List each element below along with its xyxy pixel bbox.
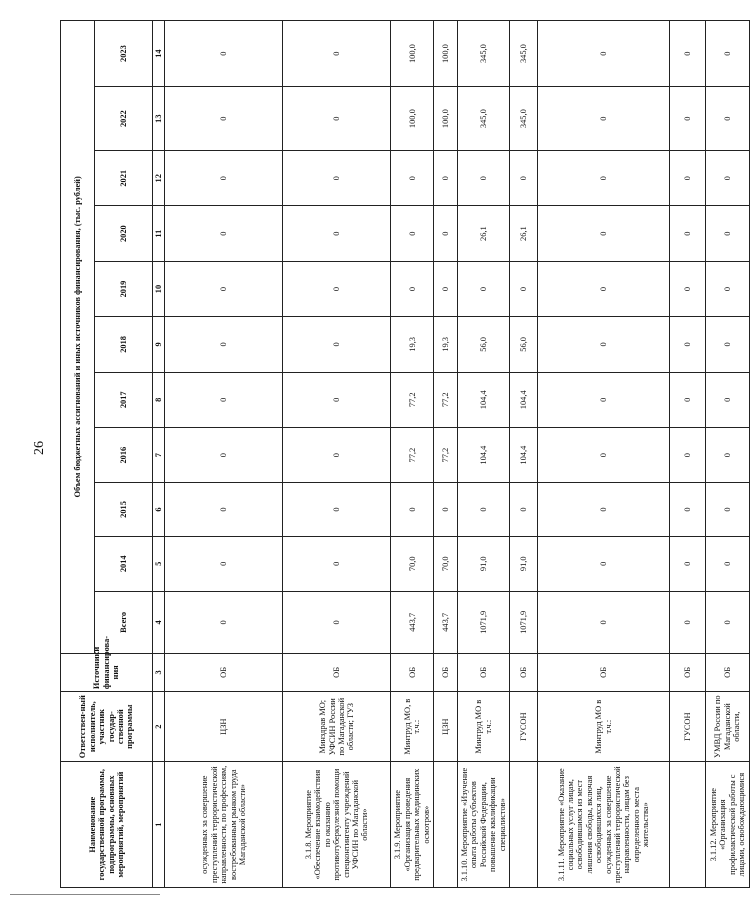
cell-value: 0 — [706, 87, 750, 151]
cell-value: 0 — [458, 483, 510, 536]
cell-name — [670, 762, 706, 888]
cell-value: 0 — [670, 483, 706, 536]
col-number: 9 — [153, 317, 165, 372]
header-year: 2020 — [95, 206, 153, 261]
table-row — [510, 21, 538, 888]
cell-value: 19,3 — [434, 317, 458, 372]
cell-value: 0 — [706, 261, 750, 316]
cell-responsible: ЦЗН — [165, 692, 283, 762]
cell-value: 26,1 — [510, 206, 538, 261]
cell-value: 0 — [670, 591, 706, 653]
cell-source: ОБ — [458, 653, 510, 691]
cell-name: осужденных за совершение преступлений террористической направленности, по профессиям, востребованным рынком труда Магаданской области» — [165, 762, 283, 888]
cell-value: 0 — [706, 591, 750, 653]
cell-value: 56,0 — [510, 317, 538, 372]
cell-value: 0 — [283, 372, 391, 427]
cell-responsible: ГУСОН — [670, 692, 706, 762]
cell-value: 0 — [434, 483, 458, 536]
cell-value: 1071,9 — [510, 591, 538, 653]
cell-value: 0 — [434, 151, 458, 206]
cell-responsible: Минтруд МО в т.ч.: — [538, 692, 670, 762]
cell-responsible: Минздрав МО; УФСИН России по Магаданской области; ГУЗ — [283, 692, 391, 762]
cell-value: 0 — [165, 317, 283, 372]
table-row — [434, 21, 458, 888]
cell-responsible: УМВД России по Магаданской области, — [706, 692, 750, 762]
cell-value: 0 — [165, 536, 283, 591]
table-row — [458, 21, 510, 888]
cell-value: 0 — [706, 427, 750, 482]
header-year: 2023 — [95, 21, 153, 87]
cell-value: 0 — [434, 206, 458, 261]
col-number: 2 — [153, 692, 165, 762]
table-row — [165, 21, 283, 888]
header-year: 2021 — [95, 151, 153, 206]
col-number: 7 — [153, 427, 165, 482]
cell-value: 0 — [165, 206, 283, 261]
cell-value: 0 — [458, 261, 510, 316]
cell-value: 0 — [165, 591, 283, 653]
cell-value: 77,2 — [434, 427, 458, 482]
cell-value: 345,0 — [510, 21, 538, 87]
cell-value: 56,0 — [458, 317, 510, 372]
cell-value: 26,1 — [458, 206, 510, 261]
cell-name: 3.1.10. Мероприятие «Изучение опыта работы субъектов Российской Федерации, повышение квалификации специалистов» — [458, 762, 510, 888]
col-number: 5 — [153, 536, 165, 591]
cell-value: 100,0 — [391, 21, 434, 87]
cell-value: 0 — [670, 427, 706, 482]
cell-value: 345,0 — [458, 21, 510, 87]
cell-value: 0 — [538, 261, 670, 316]
cell-value: 0 — [165, 21, 283, 87]
cell-value: 77,2 — [391, 427, 434, 482]
cell-source: ОБ — [165, 653, 283, 691]
cell-value: 0 — [706, 536, 750, 591]
cell-value: 0 — [165, 151, 283, 206]
header-year: 2019 — [95, 261, 153, 316]
footer-rule — [10, 894, 160, 895]
header-year: 2022 — [95, 87, 153, 151]
cell-value: 0 — [510, 151, 538, 206]
cell-value: 0 — [391, 483, 434, 536]
cell-value: 0 — [283, 206, 391, 261]
cell-value: 91,0 — [458, 536, 510, 591]
header-year: 2016 — [95, 427, 153, 482]
cell-value: 0 — [283, 261, 391, 316]
header-row-1 — [61, 21, 95, 888]
cell-value: 70,0 — [391, 536, 434, 591]
cell-value: 19,3 — [391, 317, 434, 372]
cell-value: 0 — [706, 483, 750, 536]
page-number: 26 — [32, 441, 47, 455]
cell-name — [510, 762, 538, 888]
cell-value: 0 — [391, 151, 434, 206]
header-year: 2018 — [95, 317, 153, 372]
cell-source: ОБ — [670, 653, 706, 691]
cell-source: ОБ — [434, 653, 458, 691]
cell-source: ОБ — [283, 653, 391, 691]
table-row — [538, 21, 670, 888]
header-total: Всего — [95, 591, 153, 653]
cell-value: 0 — [538, 151, 670, 206]
cell-value: 0 — [706, 317, 750, 372]
cell-value: 1071,9 — [458, 591, 510, 653]
cell-value: 0 — [165, 427, 283, 482]
cell-value: 0 — [670, 372, 706, 427]
col-number: 4 — [153, 591, 165, 653]
header-year: 2015 — [95, 483, 153, 536]
cell-value: 0 — [434, 261, 458, 316]
col-number: 13 — [153, 87, 165, 151]
col-number: 10 — [153, 261, 165, 316]
cell-value: 0 — [391, 206, 434, 261]
cell-value: 0 — [283, 21, 391, 87]
table-row — [283, 21, 391, 888]
cell-value: 443,7 — [391, 591, 434, 653]
cell-value: 100,0 — [434, 21, 458, 87]
cell-value: 104,4 — [458, 427, 510, 482]
cell-value: 104,4 — [510, 427, 538, 482]
table-body — [165, 21, 750, 888]
col-number: 11 — [153, 206, 165, 261]
cell-value: 77,2 — [391, 372, 434, 427]
cell-value: 0 — [670, 536, 706, 591]
cell-responsible: Минтруд МО в т.ч.: — [458, 692, 510, 762]
cell-value: 0 — [283, 87, 391, 151]
cell-value: 0 — [458, 151, 510, 206]
cell-source: ОБ — [510, 653, 538, 691]
cell-value: 0 — [538, 483, 670, 536]
cell-value: 0 — [706, 21, 750, 87]
cell-value: 70,0 — [434, 536, 458, 591]
table-row — [670, 21, 706, 888]
cell-source: ОБ — [706, 653, 750, 691]
cell-value: 0 — [538, 427, 670, 482]
cell-responsible: ЦЗН — [434, 692, 458, 762]
cell-value: 0 — [670, 317, 706, 372]
cell-value: 0 — [670, 87, 706, 151]
cell-value: 0 — [670, 151, 706, 206]
cell-value: 0 — [283, 427, 391, 482]
cell-value: 0 — [538, 317, 670, 372]
table-row — [391, 21, 434, 888]
col-number: 6 — [153, 483, 165, 536]
cell-value: 100,0 — [391, 87, 434, 151]
cell-value: 443,7 — [434, 591, 458, 653]
cell-value: 0 — [538, 591, 670, 653]
header-responsible: Ответствен-ный исполнитель, участник государ-ственной программы — [61, 692, 153, 762]
header-year: 2014 — [95, 536, 153, 591]
cell-value: 0 — [283, 151, 391, 206]
col-number: 8 — [153, 372, 165, 427]
header-name: Наименование государственной программы, подпрограммы, основных мероприятий, мероприятий — [61, 762, 153, 888]
cell-responsible: Минтруд МО, в т.ч.: — [391, 692, 434, 762]
cell-value: 100,0 — [434, 87, 458, 151]
rotated-page — [60, 20, 746, 888]
cell-value: 104,4 — [510, 372, 538, 427]
cell-responsible: ГУСОН — [510, 692, 538, 762]
cell-source: ОБ — [538, 653, 670, 691]
cell-source: ОБ — [391, 653, 434, 691]
cell-value: 0 — [706, 372, 750, 427]
table-row — [706, 21, 750, 888]
cell-value: 0 — [165, 483, 283, 536]
cell-name: 3.1.9. Мероприятие «Организация проведения предварительных медицинских осмотров» — [391, 762, 434, 888]
cell-value: 0 — [670, 206, 706, 261]
header-sources: Источники финансирова-ния — [61, 653, 153, 691]
cell-value: 0 — [283, 536, 391, 591]
cell-value: 0 — [510, 261, 538, 316]
cell-value: 0 — [538, 87, 670, 151]
cell-value: 91,0 — [510, 536, 538, 591]
cell-value: 0 — [165, 372, 283, 427]
col-number: 1 — [153, 762, 165, 888]
cell-name: 3.1.8. Мероприятие «Обеспечение взаимодействия по оказанию противотуберкулезной помощи спецконтингенту учреждений УФСИН по Магаданской области» — [283, 762, 391, 888]
financing-table — [60, 20, 750, 888]
cell-name: 3.1.11. Мероприятие «Оказание социальных услуг лицам, освободившимся из мест лишения свободы, включая освободившихся лиц, осужденных за совершение преступлений террористической направленности, лицам без определенного места жительства» — [538, 762, 670, 888]
cell-value: 0 — [706, 151, 750, 206]
cell-value: 0 — [391, 261, 434, 316]
cell-value: 104,4 — [458, 372, 510, 427]
cell-value: 0 — [538, 536, 670, 591]
header-volume: Объем бюджетных ассигнований и иных источников финансирования, (тыс. рублей) — [61, 21, 95, 654]
cell-value: 0 — [283, 317, 391, 372]
col-number: 12 — [153, 151, 165, 206]
cell-value: 0 — [165, 261, 283, 316]
cell-value: 77,2 — [434, 372, 458, 427]
cell-value: 345,0 — [458, 87, 510, 151]
table-container — [60, 20, 746, 888]
cell-value: 0 — [283, 483, 391, 536]
cell-value: 0 — [706, 206, 750, 261]
cell-value: 0 — [283, 591, 391, 653]
col-number: 3 — [153, 653, 165, 691]
cell-value: 0 — [538, 21, 670, 87]
cell-value: 0 — [165, 87, 283, 151]
cell-name — [434, 762, 458, 888]
column-number-row — [153, 21, 165, 888]
cell-value: 0 — [538, 206, 670, 261]
cell-value: 0 — [670, 261, 706, 316]
cell-value: 0 — [670, 21, 706, 87]
cell-value: 0 — [510, 483, 538, 536]
cell-name: 3.1.12. Мероприятие «Организация профилактической работы с лицами, освобождающимися — [706, 762, 750, 888]
cell-value: 345,0 — [510, 87, 538, 151]
col-number: 14 — [153, 21, 165, 87]
cell-value: 0 — [538, 372, 670, 427]
header-year: 2017 — [95, 372, 153, 427]
